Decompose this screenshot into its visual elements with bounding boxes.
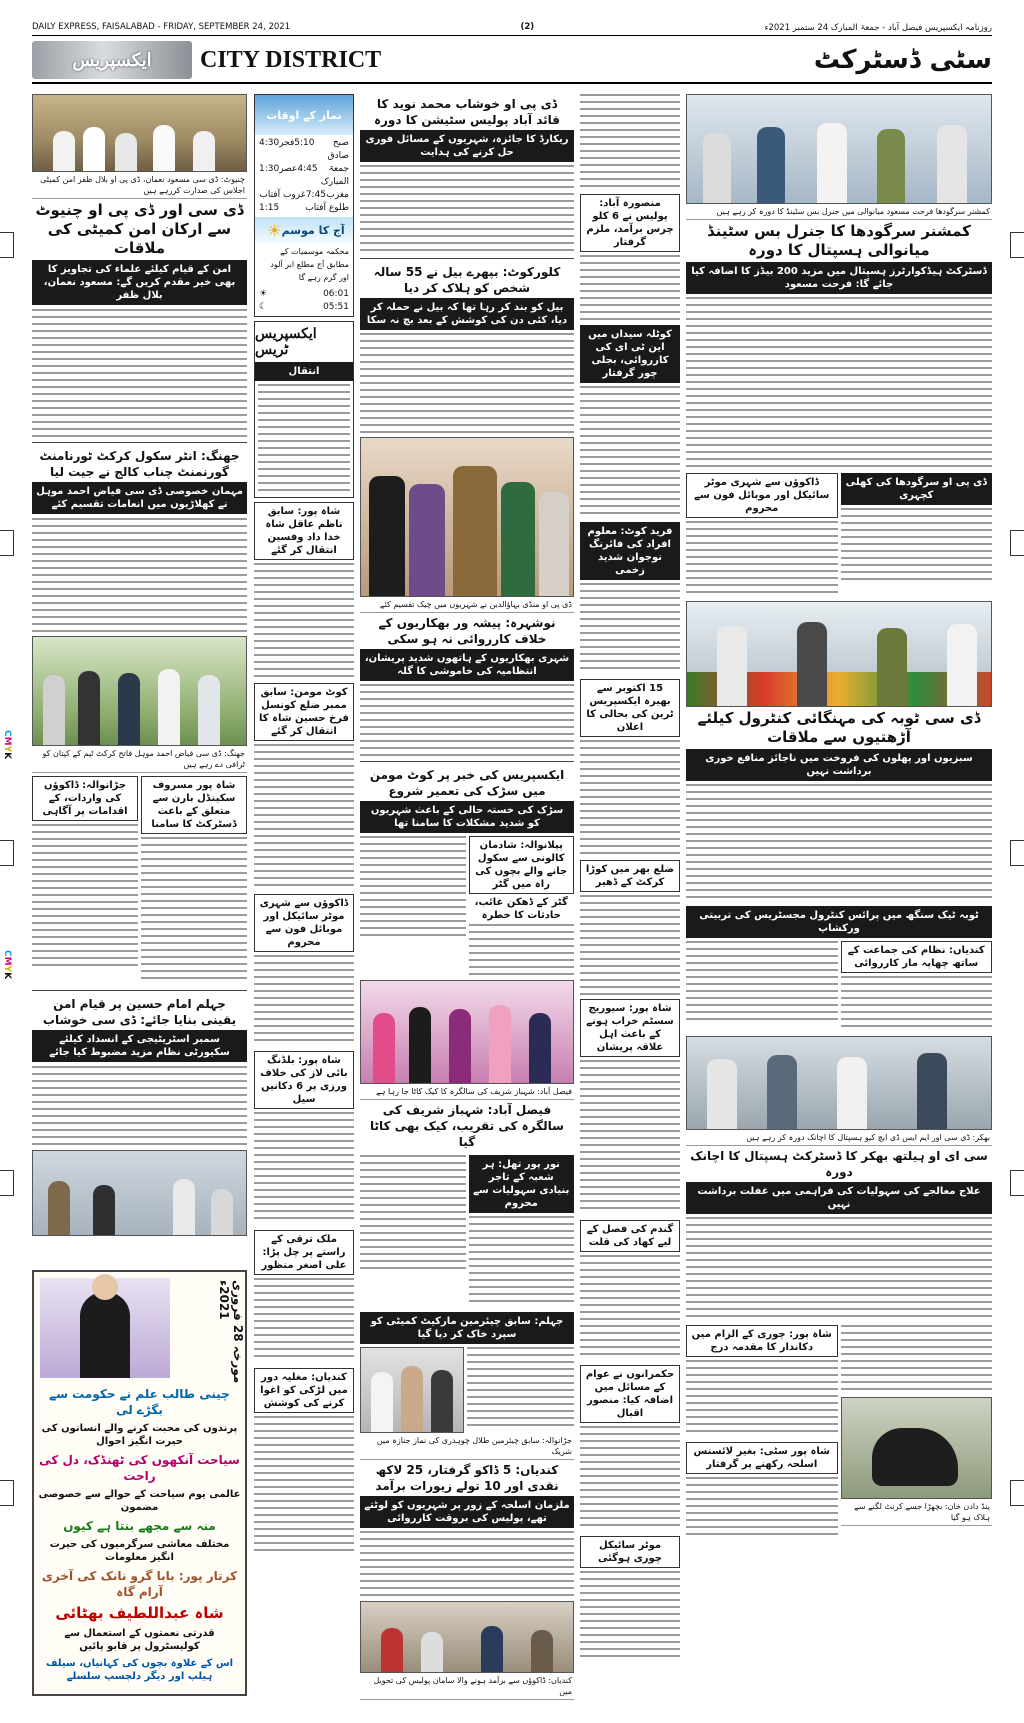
headline: 15 اکتوبر سے بھیرہ ایکسپریس ٹرین کی بحالی کا اعلان [580, 679, 680, 737]
article-text [580, 386, 680, 522]
headline: شاہ پور: سابق ناظم عاقل شاہ خدا داد وفسین انتقال کر گئے [254, 502, 354, 560]
news-photo [686, 1036, 992, 1130]
subheadline: شہری بھکاریوں کے ہاتھوں شدید پریشان، انتظامیہ کی خاموشی کا گلہ [360, 649, 574, 681]
prayer-row: طلوع آفتاب 1:15 [259, 203, 349, 213]
folio-right: روزنامہ ایکسپریس فیصل آباد - جمعۃ المبارک 24 ستمبر 2021ء [764, 23, 992, 33]
page-number: (2) [520, 22, 535, 32]
article-text [360, 684, 574, 758]
article-text [469, 1216, 575, 1312]
article-text [580, 583, 680, 679]
headline: کندیاں: نظام کی جماعت کے ساتھ چھاپہ مار کارروائی [841, 941, 993, 973]
article-text [254, 955, 354, 1051]
article-text [686, 784, 992, 906]
express-logo: ایکسپریس [32, 41, 192, 79]
crop-mark [0, 1480, 14, 1506]
crop-mark [0, 840, 14, 866]
article-text [580, 255, 680, 325]
article-text [141, 837, 247, 987]
crop-mark [1010, 840, 1024, 866]
headline: کلورکوٹ: بپھرے بیل نے 55 سالہ شخص کو ہلاک کر دیا [373, 265, 561, 295]
folio-left: DAILY EXPRESS, FAISALABAD - FRIDAY, SEPTEMBER 24, 2021 [32, 22, 291, 32]
photo-caption: بھکر: ڈی سی اور ایم ایس ڈی ایچ کیو ہسپتال کا اچانک دورہ کر رہے ہیں [686, 1130, 992, 1146]
article-text [254, 1112, 354, 1230]
sun-times: 06:01 ☀ 05:51 ☾ [259, 289, 349, 312]
article-text [580, 1255, 680, 1365]
section-title-ur: سٹی ڈسٹرکٹ [813, 45, 992, 75]
headline: شاہ پور: چوری کے الزام میں دکاندار کا مقدمہ درج [686, 1325, 838, 1357]
news-photo [32, 1150, 247, 1236]
ad-headline: چینی طالب علم نے حکومت سے بگڑے لی [49, 1387, 230, 1417]
folio-line [32, 22, 992, 36]
ad-headline: منہ سے مجھے بنتا ہے کیوں [63, 1519, 216, 1533]
photo-caption: کندیاں: ڈاکوؤں سے برآمد ہونے والا سامان پولیس کی تحویل میں [360, 1673, 574, 1700]
article-text [32, 309, 247, 439]
headline: ڈی سی ٹوبہ کی مہنگائی کنٹرول کیلئے آڑھتیوں سے ملاقات [697, 709, 981, 746]
subheadline: سبزیوں اور پھلوں کی فروخت میں ناجائز منافع خوری برداشت نہیں [686, 749, 992, 781]
prayer-row: مغرب 7:45 غروب آفتاب [259, 190, 349, 200]
crop-mark [1010, 530, 1024, 556]
headline: حکمرانوں نے عوام کے مسائل میں اضافہ کیا: منصور اقبال [580, 1365, 680, 1423]
headline: نور پور تھل: ہر شعبہ کے تاجر بنیادی سہولیات سے محروم [469, 1155, 575, 1213]
crop-mark [0, 530, 14, 556]
weather-header: ☀ آج کا موسم [255, 217, 353, 243]
article-text [254, 1416, 354, 1566]
weather-text: محکمہ موسمیات کے مطابق آج مطلع ابر آلود اور گرم رہے گا [270, 247, 349, 282]
column-3 [360, 94, 574, 1700]
magazine-ad [32, 1270, 247, 1696]
headline: موٹر سائیکل چوری ہوگئی [580, 1536, 680, 1568]
headline: کندیاں: مغلیہ دور میں لڑکی کو اغوا کرنے کی کوشش [254, 1368, 354, 1413]
headline: شاہ پور: بلڈنگ بائی لاز کی خلاف ورزی پر 6 دکانیں سیل [254, 1051, 354, 1109]
express-trace-box [254, 321, 354, 498]
crop-mark [0, 1170, 14, 1196]
headline: منصورہ آباد: پولیس نے 6 کلو چرس برآمد، ملزم گرفتار [580, 194, 680, 252]
crop-mark [1010, 1480, 1024, 1506]
news-photo [32, 636, 247, 746]
article-text [841, 976, 993, 1036]
article-text [360, 333, 574, 437]
cover-photo [40, 1278, 170, 1378]
article-text [258, 384, 350, 494]
ad-line: قدرتی نعمتوں کے استعمال سے کولیسٹرول پر قابو پائیں [64, 1628, 215, 1652]
headline: کندیاں: 5 ڈاکو گرفتار، 25 لاکھ نقدی اور 10 تولے زیورات برآمد [375, 1463, 559, 1493]
news-photo [360, 1601, 574, 1673]
photo-caption: کمشنر سرگودھا فرحت مسعود میانوالی میں جنرل بس سٹینڈ کا دورہ کر رہے ہیں [686, 204, 992, 220]
headline: کمشنر سرگودھا کا جنرل بس سٹینڈ میانوالی ہسپتال کا دورہ [707, 222, 971, 259]
express-trace-logo: ایکسپریس ٹریس [255, 326, 317, 358]
photo-caption: پنڈ دادن خان: بچھڑا جسے کرنٹ لگنے سے ہلاک ہو گیا [841, 1499, 993, 1526]
article-text [580, 1060, 680, 1220]
headline: جڑانوالہ: ڈاکوؤں کی واردات، کے اقدامات پر آگاہی [32, 776, 138, 821]
article-text [254, 1278, 354, 1368]
headline: ڈی پی او خوشاب محمد نوید کا قائد آباد پولیس سٹیشن کا دورہ [373, 97, 561, 127]
ad-line: اس کے علاوہ بچوں کی کہانیاں، سیلف ہیلپ اور دیگر دلچسپ سلسلے [45, 1658, 234, 1682]
news-photo [360, 437, 574, 597]
article-text [686, 1477, 838, 1541]
column-1 [32, 94, 247, 1236]
news-photo [360, 980, 574, 1084]
headline: ملک ترقی کے راستے پر چل پڑا: علی اصغر منظور [254, 1230, 354, 1275]
headline: کوٹ مومن: سابق ممبر ضلع کونسل فرخ حسین شاہ کا انتقال کر گئے [254, 683, 354, 741]
photo-caption: فیصل آباد: شہباز شریف کی سالگرہ کا کیک کاٹا جا رہا ہے [360, 1084, 574, 1100]
headline: گندم کی فصل کے لیے کھاد کی قلت [580, 1220, 680, 1252]
article-text [32, 1066, 247, 1150]
section-label: انتقال [255, 362, 353, 381]
column-5 [686, 94, 992, 1541]
column-2 [254, 94, 354, 1566]
headline: جہلم امام حسین پر قیام امن یقینی بنایا جائے: ڈی سی خوشاب [42, 997, 237, 1027]
headline: نوشہرہ: پیشہ ور بھکاریوں کے خلاف کارروائی نہ ہو سکی [378, 616, 556, 646]
photo-caption: ڈی پی او منڈی بہاؤالدین نے شہریوں میں چیک تقسیم کئے [360, 597, 574, 613]
subheadline: گٹر کے ڈھکن غائب، حادثات کا خطرہ [474, 897, 568, 921]
headline: جھنگ: انٹر سکول کرکٹ ٹورنامنٹ گورنمنٹ چناب کالج نے جیت لیا [39, 449, 240, 479]
article-text [841, 508, 993, 588]
prayer-row: صبح صادق 5:10 فجر 4:30 [259, 138, 349, 161]
article-text [469, 924, 575, 980]
article-text [360, 165, 574, 255]
masthead [32, 38, 992, 84]
headline: کوٹلہ سیداں میں این ٹی ای کی کارروائی، بجلی چور گرفتار [580, 325, 680, 383]
photo-caption: جڑانوالہ: سابق چیئرمین طلال چوہدری کی نماز جنازہ میں شریک [360, 1433, 574, 1460]
headline: فرید کوٹ: معلوم افراد کی فائرنگ نوجوان شدید زخمی [580, 522, 680, 580]
news-photo [841, 1397, 993, 1499]
article-text [686, 941, 838, 1025]
headline: ایکسپریس کی خبر پر کوٹ مومن میں سڑک کی تعمیر شروع [369, 768, 565, 798]
prayer-row: جمعۃ المبارک 4:45 عصر 1:30 [259, 164, 349, 187]
article-text [254, 563, 354, 683]
cmyk-mark: CMYK [2, 950, 12, 980]
crop-mark [0, 232, 14, 258]
subheadline: ملزمان اسلحہ کے زور پر شہریوں کو لوٹتے تھے، پولیس کی بروقت کارروائی [360, 1496, 574, 1528]
headline: پپلانوالہ: شادمان کالونی سے سکول جانے والے بچوں کی راہ میں گٹر [469, 836, 575, 894]
column-4 [580, 94, 680, 1667]
section-title-en: CITY DISTRICT [200, 46, 382, 73]
cmyk-mark: CMYK [2, 730, 12, 760]
article-text [32, 518, 247, 636]
article-text [686, 297, 992, 473]
headline: شاہ پور سٹی: بغیر لائسنس اسلحہ رکھنے پر گرفتار [686, 1442, 838, 1474]
crop-mark [1010, 232, 1024, 258]
article-text [686, 521, 838, 601]
subheadline: بیل کو بند کر رہا تھا کہ بیل نے حملہ کر دیا، کئی دن کی کوشش کے بعد بچ نہ سکا [360, 298, 574, 330]
cloud-icon: ☀ [267, 220, 282, 240]
headline: ڈاکوؤں سے شہری موٹر سائیکل اور موبائل فون سے محروم [686, 473, 838, 518]
headline: ڈاکوؤں سے شہری موٹر سائیکل اور موبائل فون سے محروم [254, 894, 354, 952]
article-text [467, 1347, 574, 1433]
news-photo [686, 94, 992, 204]
news-photo [686, 601, 992, 707]
ad-headline: کرتار پور: بابا گرو نانک کی آخری آرام گاہ [41, 1569, 238, 1599]
article-text [360, 1155, 466, 1279]
article-text [686, 1217, 992, 1325]
prayer-times-box [254, 94, 354, 317]
news-photo [360, 1347, 464, 1433]
news-photo [32, 94, 247, 172]
prayer-table [255, 135, 353, 217]
headline: ڈی سی اور ڈی پی او چنیوٹ سے ارکان امن کمیٹی کی ملاقات [35, 201, 244, 257]
subheadline: امن کے قیام کیلئے علماء کی تجاویز کا بھی خیر مقدم کریں گے: مسعود نعمان، بلال ظفر [32, 260, 247, 305]
headline: ٹوبہ ٹیک سنگھ میں پرائس کنٹرول مجسٹریس کی تربیتی ورکشاپ [686, 906, 992, 938]
photo-caption: جھنگ: ڈی سی فیاض احمد موہل فاتح کرکٹ ٹیم کے کپتان کو ٹرافی دے رہے ہیں [32, 746, 247, 773]
article-text [254, 744, 354, 894]
ad-line: پرندوں کی محبت کرنے والے انسانوں کی حیرت انگیز احوال [41, 1423, 238, 1447]
headline: ڈی پی او سرگودھا کی کھلی کچہری [841, 473, 993, 505]
newspaper-page [32, 22, 992, 1702]
headline: ضلع بھر میں کوڑا کرکٹ کے ڈھیر [580, 860, 680, 892]
article-text [580, 94, 680, 194]
ad-headline: شاہ عبداللطیف بھٹائی [55, 1604, 224, 1622]
headline: فیصل آباد: شہباز شریف کی سالگرہ کی تقریب، کیک بھی کاٹا گیا [370, 1103, 564, 1149]
article-text [580, 895, 680, 999]
subheadline: سمبر اسٹریٹیجی کے انسداد کیلئے سکیورٹی نظام مزید مضبوط کیا جائے [32, 1030, 247, 1062]
subheadline: سڑک کی خستہ حالی کے باعث شہریوں کو شدید مشکلات کا سامنا تھا [360, 801, 574, 833]
photo-caption: چنیوٹ: ڈی سی مسعود نعمان، ڈی پی او بلال ظفر امن کمیٹی اجلاس کی صدارت کررہے ہیں [32, 172, 247, 199]
headline: شاہ پور: سیوریج سسٹم خراب ہونے کے باعث اہل علاقہ پریشان [580, 999, 680, 1057]
subheadline: مہمان خصوصی ڈی سی فیاض احمد موہل نے کھلاڑیوں میں انعامات تقسیم کئے [32, 482, 247, 514]
ad-line: عالمی یوم سیاحت کے حوالے سے خصوصی مضمون [38, 1489, 241, 1513]
article-text [32, 824, 138, 974]
subheadline: ریکارڈ کا جائزہ، شہریوں کے مسائل فوری حل کرنے کی ہدایت [360, 130, 574, 162]
ad-date: مورخہ 28 فروری 2021ء [217, 1280, 245, 1384]
article-text [580, 740, 680, 860]
article-text [360, 1531, 574, 1601]
ad-headline: سیاحت آنکھوں کی ٹھنڈک، دل کی راحت [39, 1453, 240, 1483]
crop-mark [1010, 1170, 1024, 1196]
prayer-title: نماز کے اوقات [255, 95, 353, 135]
article-text [841, 1325, 993, 1397]
subheadline: علاج معالجے کی سہولیات کی فراہمی میں غفلت برداشت نہیں [686, 1182, 992, 1214]
headline: سی ای او ہیلتھ بھکر کا ڈسٹرکٹ ہسپتال کا اچانک دورہ [690, 1149, 988, 1179]
article-text [580, 1571, 680, 1667]
headline: جہلم: سابق چیئرمین مارکیٹ کمیٹی کو سپرد خاک کر دیا گیا [360, 1312, 574, 1344]
article-text [580, 1426, 680, 1536]
subheadline: ڈسٹرکٹ ہیڈکوارٹرز ہسپتال میں مزید 200 بیڈز کا اضافہ کیا جائے گا: فرحت مسعود [686, 262, 992, 294]
article-text [686, 1360, 838, 1442]
headline: شاہ پور مسروف سکینڈل بارن سے متعلق کے باعث ڈسٹرکٹ کا سامنا [141, 776, 247, 834]
article-text [360, 836, 466, 940]
ad-line: مختلف معاشی سرگرمیوں کی حیرت انگیز معلومات [49, 1539, 230, 1563]
